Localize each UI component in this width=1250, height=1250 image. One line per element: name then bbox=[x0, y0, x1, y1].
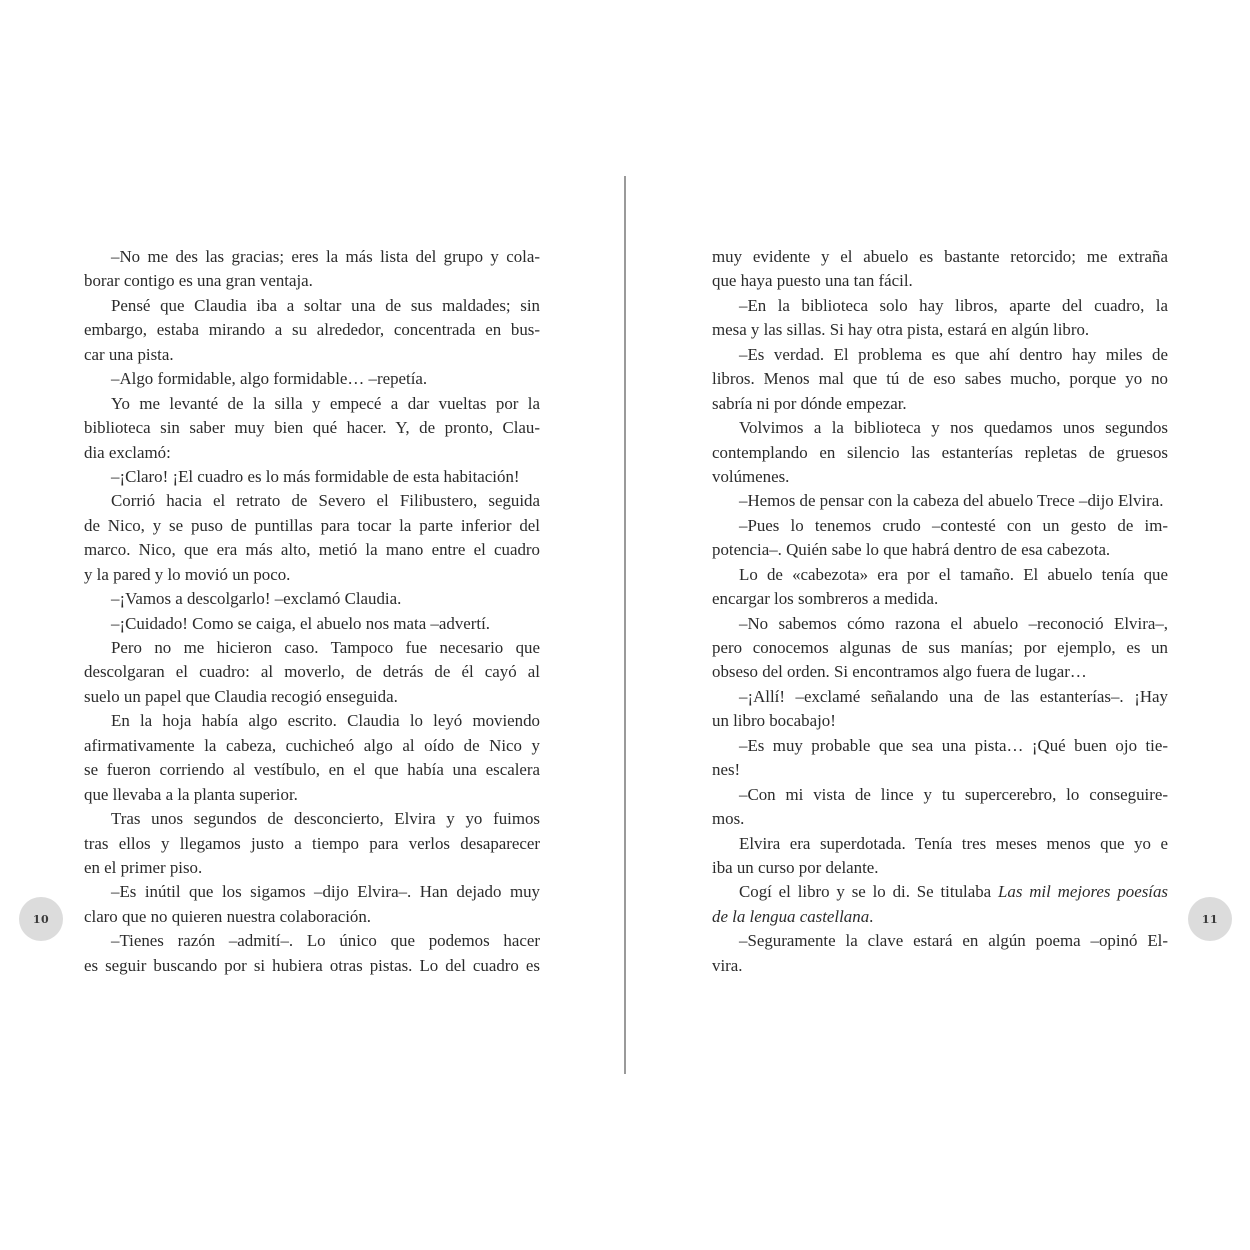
text-line bbox=[712, 905, 1168, 929]
line-text: Cogí el libro y se lo di. Se titulaba bbox=[739, 882, 998, 902]
line-text: nes! bbox=[712, 760, 741, 780]
line-text: mesa y las sillas. Si hay otra pista, estará en algún libro. bbox=[712, 320, 1090, 340]
line-text: biblioteca sin saber muy bien qué hacer. Y, de pronto, Clau- bbox=[84, 418, 540, 438]
line-text: Elvira era superdotada. Tenía tres meses menos que yo e bbox=[739, 833, 1168, 853]
line-text: se fueron corriendo al vestíbulo, en el que había una escalera bbox=[84, 760, 540, 780]
line-text: volúmenes. bbox=[712, 466, 790, 486]
text-line bbox=[712, 783, 1168, 807]
line-text: es seguir buscando por si hubiera otras pistas. Lo del cuadro es bbox=[84, 955, 540, 975]
line-text: –¡Claro! ¡El cuadro es lo más formidable de esta habitación! bbox=[111, 466, 520, 486]
text-line bbox=[712, 294, 1168, 318]
line-text: descolgaran el cuadro: al moverlo, de detrás de él cayó al bbox=[84, 662, 540, 682]
line-text: borar contigo es una gran ventaja. bbox=[84, 271, 313, 291]
line-text: –Pues lo tenemos crudo –contesté con un gesto de im- bbox=[739, 515, 1168, 535]
text-line bbox=[712, 758, 1168, 782]
line-text: embargo, estaba mirando a su alrededor, concentrada en bus- bbox=[84, 320, 540, 340]
text-line bbox=[84, 465, 540, 489]
line-text: potencia–. Quién sabe lo que habrá dentro de esa cabezota. bbox=[712, 540, 1111, 560]
line-text: –¡Allí! –exclamé señalando una de las estanterías–. ¡Hay bbox=[739, 686, 1168, 706]
line-text: de Nico, y se puso de puntillas para tocar la parte inferior del bbox=[84, 515, 540, 535]
line-text: –Es verdad. El problema es que ahí dentro hay miles de bbox=[739, 344, 1168, 364]
line-text: –No me des las gracias; eres la más lista del grupo y cola- bbox=[111, 247, 540, 266]
text-line bbox=[84, 929, 540, 953]
text-line bbox=[712, 367, 1168, 391]
text-line bbox=[712, 832, 1168, 856]
line-text: claro que no quieren nuestra colaboración. bbox=[84, 906, 372, 926]
text-line bbox=[84, 660, 540, 684]
text-line bbox=[84, 318, 540, 342]
text-line bbox=[84, 587, 540, 611]
line-text: Volvimos a la biblioteca y nos quedamos unos segundos bbox=[739, 418, 1168, 438]
line-text: iba un curso por delante. bbox=[712, 857, 879, 877]
text-line bbox=[712, 685, 1168, 709]
text-line bbox=[712, 856, 1168, 880]
line-text: dia exclamó: bbox=[84, 442, 171, 462]
text-line bbox=[712, 318, 1168, 342]
line-text: y la pared y lo movió un poco. bbox=[84, 564, 291, 584]
text-line bbox=[84, 343, 540, 367]
line-text: en el primer piso. bbox=[84, 857, 203, 877]
text-line bbox=[712, 563, 1168, 587]
text-line bbox=[712, 465, 1168, 489]
line-text: Corrió hacia el retrato de Severo el Filibustero, seguida bbox=[111, 491, 540, 511]
line-text: –Es muy probable que sea una pista… ¡Qué buen ojo tie- bbox=[739, 735, 1168, 755]
line-text: que haya puesto una tan fácil. bbox=[712, 271, 913, 291]
line-text: muy evidente y el abuelo es bastante retorcido; me extraña bbox=[712, 247, 1168, 266]
line-text: tras ellos y llegamos justo a tiempo para verlos desaparecer bbox=[84, 833, 540, 853]
line-text: encargar los sombreros a medida. bbox=[712, 589, 939, 609]
text-line bbox=[712, 587, 1168, 611]
text-line bbox=[712, 489, 1168, 513]
line-text: –Con mi vista de lince y tu supercerebro, lo conseguire- bbox=[739, 784, 1168, 804]
line-text: sabría ni por dónde empezar. bbox=[712, 393, 907, 413]
line-text: –Es inútil que los sigamos –dijo Elvira–. Han dejado muy bbox=[111, 882, 540, 902]
line-text: –Hemos de pensar con la cabeza del abuelo Trece –dijo Elvira. bbox=[739, 491, 1164, 511]
text-line bbox=[712, 954, 1168, 978]
text-line bbox=[712, 538, 1168, 562]
text-line bbox=[84, 807, 540, 831]
text-line bbox=[84, 538, 540, 562]
text-line bbox=[84, 563, 540, 587]
line-text: –En la biblioteca solo hay libros, aparte del cuadro, la bbox=[739, 295, 1168, 315]
text-line bbox=[84, 392, 540, 416]
text-line bbox=[712, 929, 1168, 953]
text-line bbox=[84, 758, 540, 782]
text-line bbox=[712, 269, 1168, 293]
line-text: marco. Nico, que era más alto, metió la mano entre el cuadro bbox=[84, 540, 540, 560]
line-text: –¡Cuidado! Como se caiga, el abuelo nos mata –advertí. bbox=[111, 613, 490, 633]
line-text: mos. bbox=[712, 809, 745, 829]
page-number-left: 10 bbox=[19, 897, 63, 941]
text-line bbox=[712, 416, 1168, 440]
page-number-right: 11 bbox=[1188, 897, 1232, 941]
text-line bbox=[712, 245, 1168, 269]
line-text: En la hoja había algo escrito. Claudia lo leyó moviendo bbox=[111, 711, 540, 731]
line-text: contemplando en silencio las estanterías repletas de gruesos bbox=[712, 442, 1168, 462]
book-title-italic: Las mil mejores poesías bbox=[997, 882, 1168, 902]
text-line bbox=[84, 441, 540, 465]
text-line bbox=[84, 734, 540, 758]
text-line bbox=[84, 294, 540, 318]
line-text: Pensé que Claudia iba a soltar una de sus maldades; sin bbox=[111, 295, 540, 315]
gutter-divider bbox=[624, 176, 626, 1074]
text-line bbox=[84, 269, 540, 293]
text-line bbox=[84, 783, 540, 807]
book-title-italic: de la lengua castellana bbox=[712, 906, 870, 926]
text-line bbox=[84, 416, 540, 440]
line-text: obseso del orden. Si encontramos algo fuera de lugar… bbox=[712, 662, 1087, 682]
line-text: –Tienes razón –admití–. Lo único que podemos hacer bbox=[111, 931, 540, 951]
text-line bbox=[84, 709, 540, 733]
text-line bbox=[84, 832, 540, 856]
line-text: que llevaba a la planta superior. bbox=[84, 784, 298, 804]
line-text: Lo de «cabezota» era por el tamaño. El abuelo tenía que bbox=[739, 564, 1168, 584]
text-line bbox=[84, 245, 540, 269]
text-line bbox=[712, 807, 1168, 831]
text-line bbox=[712, 392, 1168, 416]
text-line bbox=[84, 612, 540, 636]
text-line bbox=[84, 856, 540, 880]
text-line bbox=[712, 734, 1168, 758]
text-line bbox=[84, 514, 540, 538]
text-line bbox=[712, 343, 1168, 367]
text-line bbox=[712, 612, 1168, 636]
text-line bbox=[84, 954, 540, 978]
line-text: afirmativamente la cabeza, cuchicheó algo al oído de Nico y bbox=[84, 735, 540, 755]
line-text: libros. Menos mal que tú de eso sabes mucho, porque yo no bbox=[712, 369, 1168, 389]
line-tail: . bbox=[869, 906, 874, 926]
text-line bbox=[712, 514, 1168, 538]
line-text: Yo me levanté de la silla y empecé a dar vueltas por la bbox=[111, 393, 540, 413]
line-text: Tras unos segundos de desconcierto, Elvira y yo fuimos bbox=[111, 809, 540, 829]
line-text: –Algo formidable, algo formidable… –repetía. bbox=[111, 369, 428, 389]
line-text: car una pista. bbox=[84, 344, 174, 364]
text-line bbox=[84, 685, 540, 709]
line-text: –No sabemos cómo razona el abuelo –reconoció Elvira–, bbox=[739, 613, 1168, 633]
text-line bbox=[84, 367, 540, 391]
right-page-text bbox=[712, 245, 1168, 978]
line-text: suelo un papel que Claudia recogió enseguida. bbox=[84, 686, 398, 706]
text-line bbox=[712, 709, 1168, 733]
text-line bbox=[712, 660, 1168, 684]
text-line bbox=[712, 441, 1168, 465]
line-text: pero conocemos algunas de sus manías; por ejemplo, es un bbox=[712, 638, 1168, 657]
text-line bbox=[712, 636, 1168, 660]
text-line bbox=[84, 880, 540, 904]
text-line bbox=[712, 880, 1168, 904]
text-line bbox=[84, 905, 540, 929]
text-line bbox=[84, 489, 540, 513]
line-text: –¡Vamos a descolgarlo! –exclamó Claudia. bbox=[111, 589, 402, 609]
line-text: un libro bocabajo! bbox=[712, 711, 836, 731]
line-text: Pero no me hicieron caso. Tampoco fue necesario que bbox=[111, 638, 540, 657]
line-text: vira. bbox=[712, 955, 743, 975]
text-line bbox=[84, 636, 540, 660]
line-text: –Seguramente la clave estará en algún poema –opinó El- bbox=[739, 931, 1168, 951]
left-page-text bbox=[84, 245, 540, 978]
